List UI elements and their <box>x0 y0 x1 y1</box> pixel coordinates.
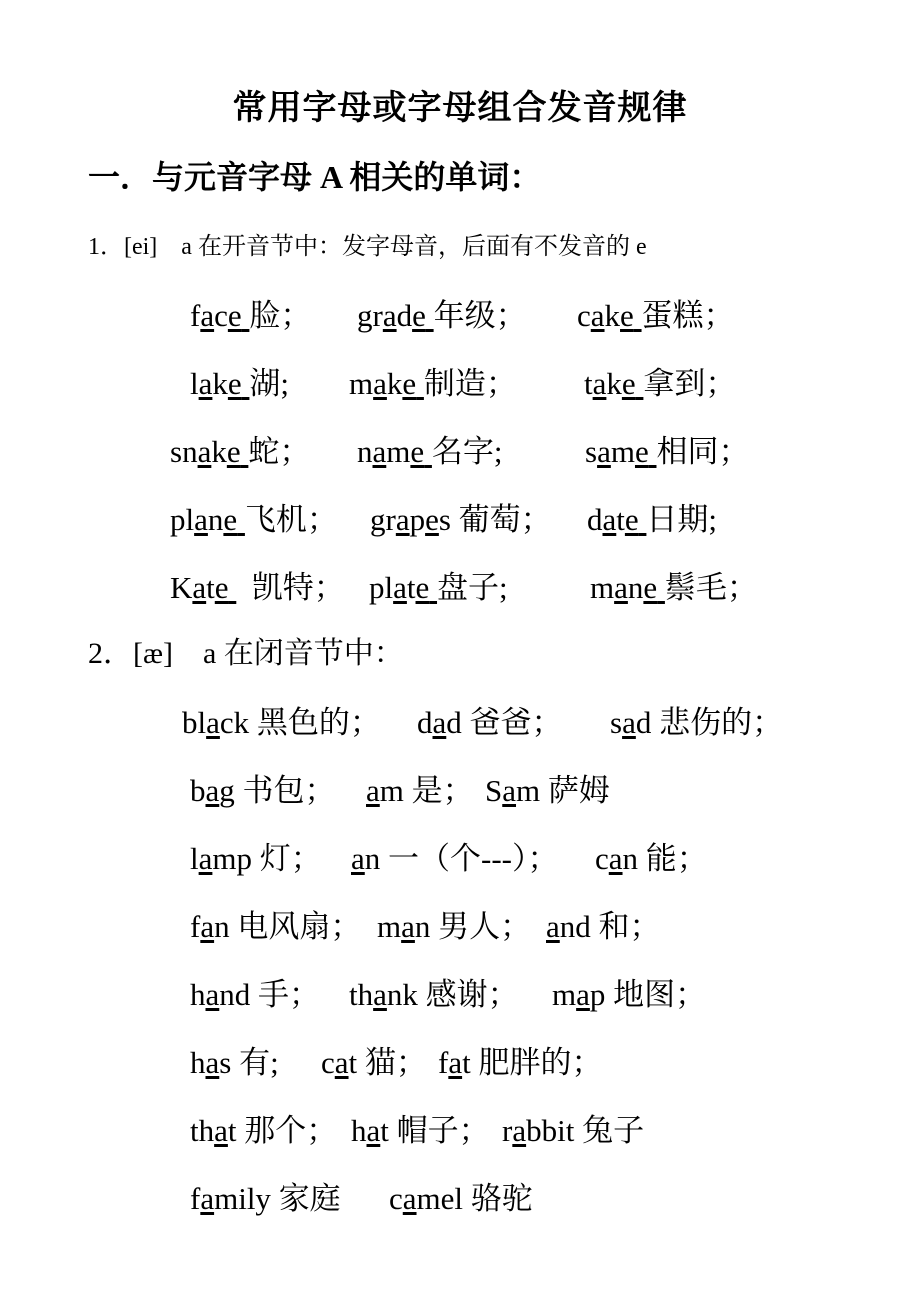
rule-1-label: 1．[ei] a 在开音节中：发字母音，后面有不发音的 e <box>88 234 647 260</box>
english-word <box>610 705 651 740</box>
chinese-meaning: 蛇； <box>248 434 311 469</box>
chinese-meaning: 书包； <box>234 773 336 808</box>
chinese-meaning: 鬃毛； <box>664 570 758 605</box>
underlined-letter: e <box>410 434 425 469</box>
word-row <box>0 833 920 877</box>
rule-2-label: 2．[æ] a 在闭音节中： <box>88 637 404 670</box>
word-fragment: d <box>446 705 462 740</box>
underlined-letter: e <box>226 434 241 469</box>
chinese-meaning: 家庭 <box>270 1181 341 1216</box>
word-fragment: c <box>214 298 228 333</box>
vocab-entry <box>190 358 289 403</box>
vocab-entry <box>190 833 322 878</box>
vocab-entry <box>595 833 708 878</box>
chinese-meaning: 年级； <box>433 298 527 333</box>
word-row <box>0 290 920 334</box>
english-word <box>190 1045 231 1080</box>
vocab-entry <box>182 697 381 742</box>
word-row <box>0 1173 920 1217</box>
underlined-letter: a <box>373 366 387 401</box>
word-fragment: k <box>211 434 227 469</box>
underlined-letter: a <box>448 1045 463 1080</box>
underlined-letter: e <box>227 366 242 401</box>
word-fragment: k <box>212 366 228 401</box>
word-fragment: l <box>190 366 199 401</box>
underline-spacer <box>416 366 424 401</box>
word-fragment: b <box>190 773 206 808</box>
chinese-meaning: 脸； <box>249 298 312 333</box>
underlined-letter: a <box>200 909 215 944</box>
word-row <box>0 901 920 945</box>
vocab-entry <box>377 901 531 946</box>
chinese-meaning: 感谢； <box>417 977 519 1012</box>
word-fragment: f <box>190 298 201 333</box>
chinese-meaning: 骆驼 <box>463 1181 533 1216</box>
vocab-entry <box>170 426 310 471</box>
word-fragment: k <box>386 366 403 401</box>
underlined-letter: e <box>624 502 639 537</box>
english-word <box>190 366 249 401</box>
underlined-letter: a <box>393 570 407 605</box>
word-fragment: t <box>227 1113 237 1148</box>
english-word <box>366 773 404 808</box>
english-word <box>170 570 236 605</box>
word-fragment: s <box>585 434 598 469</box>
underlined-letter: a <box>200 1181 215 1216</box>
english-word <box>577 298 642 333</box>
underlined-letter: e <box>634 434 649 469</box>
word-fragment: d <box>635 705 652 740</box>
underlined-letter: a <box>206 705 220 740</box>
word-fragment: c <box>321 1045 335 1080</box>
underlined-letter: a <box>192 570 207 605</box>
english-word <box>438 1045 471 1080</box>
word-fragment: t <box>462 1045 471 1080</box>
english-word <box>369 570 437 605</box>
word-fragment: d <box>417 705 433 740</box>
chinese-meaning: 能； <box>638 841 708 876</box>
chinese-meaning: 飞机； <box>244 502 338 537</box>
word-fragment: m <box>349 366 374 401</box>
english-word <box>587 502 646 537</box>
word-fragment: r <box>502 1113 513 1148</box>
word-fragment: c <box>595 841 609 876</box>
underlined-letter: a <box>608 841 623 876</box>
underlined-letter: a <box>546 909 560 944</box>
chinese-meaning: 盘子; <box>437 570 508 605</box>
underlined-letter: e <box>223 502 238 537</box>
vocab-entry <box>587 494 717 539</box>
chinese-meaning: 黑色的； <box>249 705 381 740</box>
word-fragment: n <box>622 841 639 876</box>
word-fragment: m <box>552 977 577 1012</box>
underlined-letter: a <box>590 298 605 333</box>
word-fragment: sn <box>170 434 198 469</box>
chinese-meaning: 男人； <box>430 909 532 944</box>
word-fragment: n <box>214 909 230 944</box>
chinese-meaning: 手； <box>250 977 321 1012</box>
english-word <box>357 434 432 469</box>
chinese-meaning: 一（个---）； <box>380 841 559 876</box>
vocab-entry <box>502 1105 644 1150</box>
chinese-meaning: 帽子； <box>388 1113 490 1148</box>
vocab-entry <box>357 426 503 471</box>
word-fragment: p <box>409 502 426 537</box>
word-fragment: t <box>348 1045 358 1080</box>
underline-spacer <box>429 570 437 605</box>
word-fragment: h <box>190 1045 206 1080</box>
english-word <box>190 841 252 876</box>
english-word <box>595 841 638 876</box>
english-word <box>351 841 380 876</box>
word-fragment: K <box>170 570 193 605</box>
word-fragment: t <box>584 366 593 401</box>
vocab-entry <box>190 290 311 335</box>
word-fragment: t <box>380 1113 389 1148</box>
underlined-letter: a <box>614 570 628 605</box>
word-fragment: bl <box>182 705 207 740</box>
word-fragment: s <box>610 705 623 740</box>
english-word <box>584 366 643 401</box>
vocab-entry <box>584 358 736 403</box>
page-title: 常用字母或字母组合发音规律 <box>232 90 688 127</box>
vocab-entry <box>590 562 758 607</box>
vocab-entry <box>351 833 559 878</box>
chinese-meaning: 萨姆 <box>540 773 610 808</box>
word-row <box>0 562 920 606</box>
word-fragment: k <box>606 366 622 401</box>
underlined-letter: e <box>620 298 634 333</box>
word-row <box>0 765 920 809</box>
word-fragment: n <box>364 841 381 876</box>
english-word <box>546 909 591 944</box>
word-fragment: m <box>590 570 615 605</box>
chinese-meaning: 电风扇； <box>229 909 362 944</box>
chinese-meaning: 有; <box>231 1045 279 1080</box>
vocab-entry <box>190 1173 341 1218</box>
underlined-letter: a <box>597 434 611 469</box>
underlined-letter: a <box>205 977 220 1012</box>
word-fragment: c <box>389 1181 403 1216</box>
word-fragment: n <box>627 570 644 605</box>
word-fragment: m <box>377 909 402 944</box>
word-fragment: th <box>349 977 374 1012</box>
word-fragment: f <box>438 1045 449 1080</box>
english-word <box>585 434 656 469</box>
chinese-meaning: 制造； <box>423 366 517 401</box>
word-fragment: nd <box>559 909 591 944</box>
word-fragment: d <box>587 502 603 537</box>
underlined-letter: e <box>214 570 229 605</box>
word-fragment: m <box>610 434 635 469</box>
word-fragment: h <box>190 977 206 1012</box>
word-fragment: m <box>386 434 411 469</box>
word-fragment: l <box>190 841 199 876</box>
word-fragment: g <box>219 773 235 808</box>
vocab-entry <box>585 426 749 471</box>
word-row <box>0 1037 920 1081</box>
english-word <box>349 977 418 1012</box>
word-fragment: k <box>604 298 621 333</box>
underlined-letter: e <box>402 366 417 401</box>
word-row <box>0 1105 920 1149</box>
english-word <box>321 1045 357 1080</box>
chinese-meaning: 悲伤的； <box>651 705 784 740</box>
vocab-entry <box>389 1173 533 1218</box>
word-fragment: c <box>577 298 591 333</box>
vocab-entry <box>190 1037 279 1082</box>
underlined-letter: a <box>200 298 215 333</box>
underlined-letter: a <box>205 1045 220 1080</box>
chinese-meaning: 是； <box>403 773 474 808</box>
word-fragment: n <box>207 502 224 537</box>
word-fragment: nd <box>219 977 251 1012</box>
underline-spacer <box>424 434 432 469</box>
underlined-letter: a <box>372 434 387 469</box>
english-word <box>377 909 430 944</box>
word-fragment: t <box>206 570 215 605</box>
english-word <box>182 705 249 740</box>
underlined-letter: a <box>373 977 387 1012</box>
chinese-meaning: 蛋糕； <box>641 298 735 333</box>
english-word <box>190 1181 271 1216</box>
word-fragment: n <box>357 434 373 469</box>
english-word <box>417 705 462 740</box>
underlined-letter: a <box>602 502 617 537</box>
word-fragment: m <box>516 773 541 808</box>
english-word <box>190 1113 237 1148</box>
chinese-meaning: 那个； <box>236 1113 338 1148</box>
word-fragment: gr <box>357 298 383 333</box>
word-fragment: t <box>616 502 625 537</box>
english-word <box>170 502 245 537</box>
underlined-letter: a <box>402 1181 417 1216</box>
word-fragment: s <box>438 502 451 537</box>
underlined-letter: e <box>643 570 658 605</box>
vocab-entry <box>170 494 338 539</box>
word-fragment: s <box>219 1045 232 1080</box>
word-fragment: f <box>190 909 201 944</box>
english-word <box>190 298 249 333</box>
vocab-entry <box>552 969 706 1014</box>
underline-spacer <box>426 298 434 333</box>
word-fragment: bbit <box>526 1113 575 1148</box>
word-fragment: p <box>589 977 606 1012</box>
chinese-meaning: 湖; <box>249 366 290 401</box>
word-fragment: gr <box>370 502 396 537</box>
vocab-entry <box>190 901 361 946</box>
vocab-entry <box>357 290 527 335</box>
english-word <box>190 773 235 808</box>
english-word <box>590 570 665 605</box>
vocab-entry <box>190 969 320 1014</box>
word-fragment: th <box>190 1113 215 1148</box>
underlined-letter: e <box>227 298 242 333</box>
vocab-entry <box>369 562 508 607</box>
chinese-meaning: 灯； <box>252 841 322 876</box>
chinese-meaning: 猫； <box>357 1045 427 1080</box>
english-word <box>351 1113 389 1148</box>
word-fragment: ck <box>219 705 250 740</box>
section-heading: 一．与元音字母 A 相关的单词： <box>88 159 542 195</box>
english-word <box>357 298 434 333</box>
underlined-letter: a <box>512 1113 527 1148</box>
underlined-letter: a <box>502 773 517 808</box>
chinese-meaning: 凯特； <box>236 570 345 605</box>
vocab-entry <box>170 562 345 607</box>
underlined-letter: a <box>351 841 365 876</box>
underlined-letter: a <box>194 502 208 537</box>
vocab-entry <box>546 901 661 946</box>
word-fragment: pl <box>170 502 195 537</box>
chinese-meaning: 葡萄； <box>450 502 552 537</box>
underlined-letter: a <box>198 841 213 876</box>
underlined-letter: e <box>412 298 426 333</box>
vocab-entry <box>351 1105 490 1150</box>
vocab-entry <box>190 765 336 810</box>
underlined-letter: e <box>425 502 439 537</box>
word-row <box>0 358 920 402</box>
word-fragment: t <box>406 570 416 605</box>
vocab-entry <box>370 494 552 539</box>
underlined-letter: a <box>382 298 397 333</box>
vocab-entry <box>485 765 610 810</box>
chinese-meaning: 拿到； <box>643 366 737 401</box>
english-word <box>370 502 451 537</box>
vocab-entry <box>349 358 517 403</box>
underline-spacer <box>634 298 642 333</box>
underlined-letter: a <box>592 366 607 401</box>
english-word <box>485 773 540 808</box>
word-row <box>0 494 920 538</box>
english-word <box>190 977 250 1012</box>
vocab-entry <box>366 765 474 810</box>
underlined-letter: e <box>415 570 430 605</box>
underlined-letter: a <box>395 502 410 537</box>
word-fragment: n <box>414 909 431 944</box>
word-fragment: mp <box>212 841 253 876</box>
word-fragment: S <box>485 773 503 808</box>
chinese-meaning: 兔子 <box>574 1113 645 1148</box>
vocab-entry <box>438 1037 602 1082</box>
vocab-entry <box>321 1037 427 1082</box>
english-word <box>349 366 424 401</box>
underlined-letter: a <box>214 1113 228 1148</box>
word-fragment: f <box>190 1181 201 1216</box>
word-fragment: h <box>351 1113 367 1148</box>
chinese-meaning: 名字; <box>431 434 503 469</box>
word-fragment: m <box>379 773 404 808</box>
underlined-letter: a <box>401 909 415 944</box>
chinese-meaning: 肥胖的； <box>470 1045 603 1080</box>
chinese-meaning: 日期; <box>646 502 718 537</box>
chinese-meaning: 地图； <box>605 977 707 1012</box>
underlined-letter: a <box>205 773 220 808</box>
english-word <box>502 1113 574 1148</box>
english-word <box>190 909 230 944</box>
chinese-meaning: 相同； <box>656 434 750 469</box>
vocab-entry <box>417 697 563 742</box>
underlined-letter: e <box>621 366 636 401</box>
underlined-letter: a <box>198 366 213 401</box>
word-row <box>0 969 920 1013</box>
english-word <box>170 434 248 469</box>
word-row <box>0 426 920 470</box>
word-fragment: nk <box>386 977 418 1012</box>
word-fragment: mel <box>416 1181 464 1216</box>
underlined-letter: a <box>334 1045 349 1080</box>
vocab-entry <box>349 969 519 1014</box>
underlined-letter: a <box>432 705 447 740</box>
vocab-entry <box>610 697 783 742</box>
underline-spacer <box>657 570 665 605</box>
word-row <box>0 697 920 741</box>
word-fragment: d <box>396 298 413 333</box>
word-fragment: mily <box>214 1181 271 1216</box>
chinese-meaning: 和； <box>590 909 661 944</box>
underlined-letter: a <box>622 705 636 740</box>
underlined-letter: a <box>366 773 380 808</box>
underlined-letter: a <box>366 1113 381 1148</box>
underline-spacer <box>237 502 245 537</box>
vocab-entry <box>577 290 735 335</box>
chinese-meaning: 爸爸； <box>461 705 563 740</box>
underlined-letter: a <box>197 434 212 469</box>
english-word <box>389 1181 463 1216</box>
vocab-entry <box>190 1105 337 1150</box>
word-fragment: pl <box>369 570 394 605</box>
english-word <box>552 977 605 1012</box>
underlined-letter: a <box>576 977 590 1012</box>
